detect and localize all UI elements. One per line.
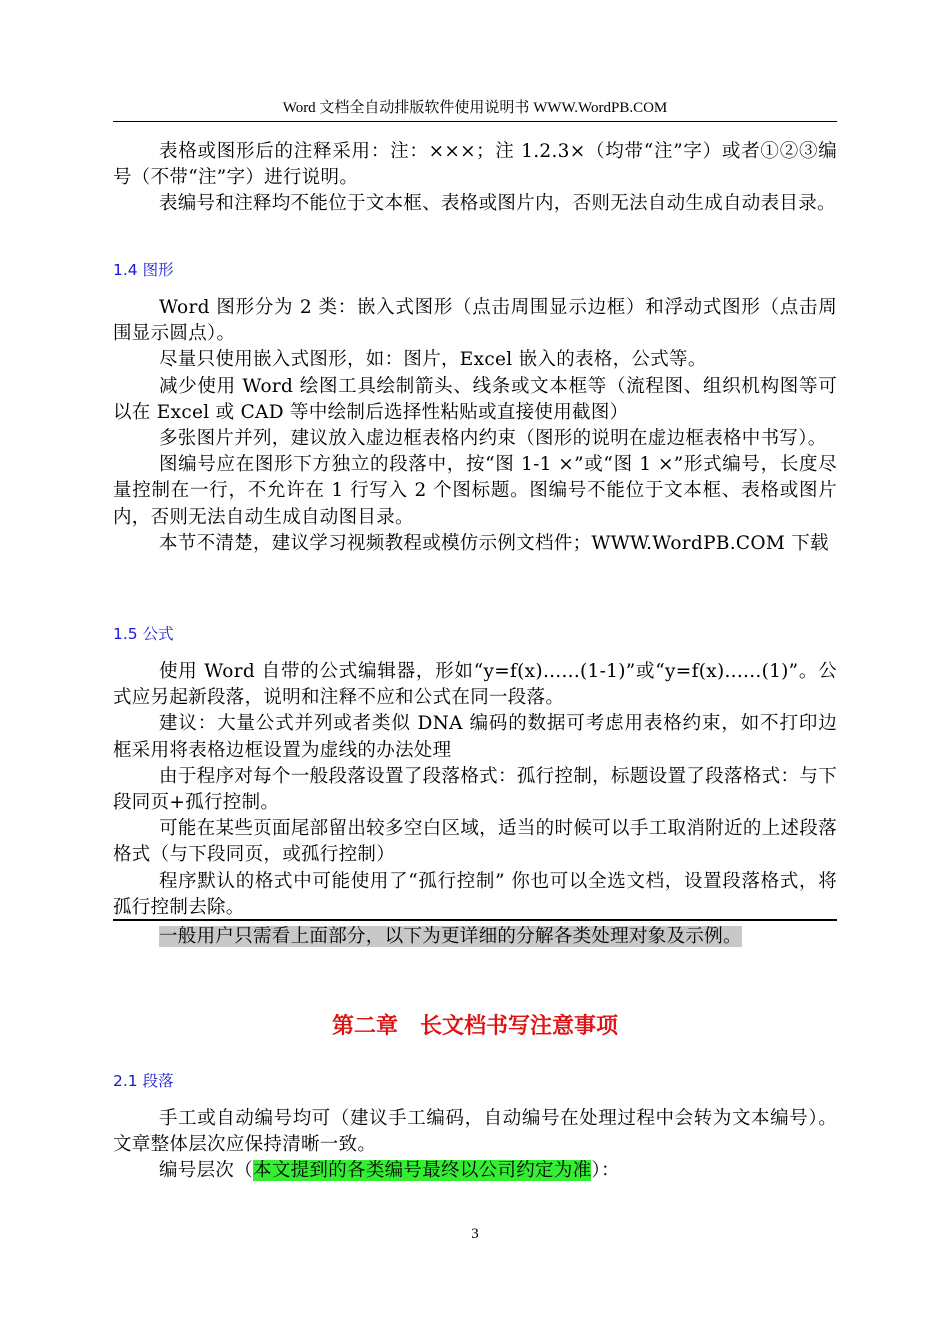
section-divider [113,919,837,921]
page-number: 3 [471,1226,479,1242]
paragraph: 使用 Word 自带的公式编辑器，形如“y=f(x)......(1-1)”或“y=f(x)......(1)”。公式应另起新段落，说明和注释不应和公式在同一段落。 [113,661,837,709]
paragraph: 手工或自动编号均可（建议手工编码，自动编号在处理过程中会转为文本编号）。文章整体层次应保持清晰一致。 [113,1108,837,1156]
paragraph: 可能在某些页面尾部留出较多空白区域，适当的时候可以手工取消附近的上述段落格式（与下段同页，或孤行控制） [113,818,837,866]
paragraph: 由于程序对每个一般段落设置了段落格式：孤行控制，标题设置了段落格式：与下段同页+孤行控制。 [113,765,837,814]
user-note [159,924,742,950]
paragraph: 程序默认的格式中可能使用了“孤行控制” 你也可以全选文档，设置段落格式，将孤行控制去除。 [113,870,837,918]
section-heading-1-5: 1.5 公式 [113,625,174,643]
paragraph: 表格或图形后的注释采用：注：×××；注 1.2.3×（均带“注”字）或者①②③编号（不带“注”字）进行说明。 [113,141,837,189]
section-2-1-body [113,1106,837,1185]
paragraph: 表编号和注释均不能位于文本框、表格或图片内，否则无法自动生成自动表目录。 [159,193,836,215]
paragraph: 减少使用 Word 绘图工具绘制箭头、线条或文本框等（流程图、组织机构图等可以在 Excel 或 CAD 等中绘制后选择性粘贴或直接使用截图） [113,375,837,423]
page-header: Word 文档全自动排版软件使用说明书 WWW.WordPB.COM [282,100,668,116]
section-heading-2-1: 2.1 段落 [113,1072,174,1090]
header-divider [113,121,837,122]
intro-block [113,139,837,218]
paragraph: 本节不清楚，建议学习视频教程或模仿示例文档件；WWW.WordPB.COM 下载 [159,532,829,554]
highlighted-text: 本文提到的各类编号最终以公司约定为准 [253,1160,592,1182]
paragraph: 尽量只使用嵌入式图形，如：图片，Excel 嵌入的表格，公式等。 [159,349,707,371]
paragraph: 图编号应在图形下方独立的段落中，按“图 1-1 ×”或“图 1 ×”形式编号，长度尽量控制在一行，不允许在 1 行写入 2 个图标题。图编号不能位于文本框、表格或图片内，否则无法自动生成自动图目录。 [113,454,837,528]
paragraph: 多张图片并列，建议放入虚边框表格内约束（图形的说明在虚边框表格中书写）。 [159,428,827,450]
section-1-4-body [113,295,837,557]
section-heading-1-4: 1.4 图形 [113,261,174,279]
paragraph: 建议：大量公式并列或者类似 DNA 编码的数据可考虑用表格约束，如不打印边框采用将表格边框设置为虚线的办法处理 [113,713,837,761]
paragraph-numbering-levels [113,1158,837,1184]
section-1-5-body [113,659,837,921]
note-text: 一般用户只需看上面部分，以下为更详细的分解各类处理对象及示例。 [159,926,742,947]
paragraph: Word 图形分为 2 类：嵌入式图形（点击周围显示边框）和浮动式图形（点击周围显示圆点）。 [113,297,837,345]
chapter-title: 第二章 长文档书写注意事项 [331,1014,618,1039]
numbering-prefix: 编号层次（ [159,1160,254,1182]
numbering-suffix: ）： [591,1160,620,1182]
